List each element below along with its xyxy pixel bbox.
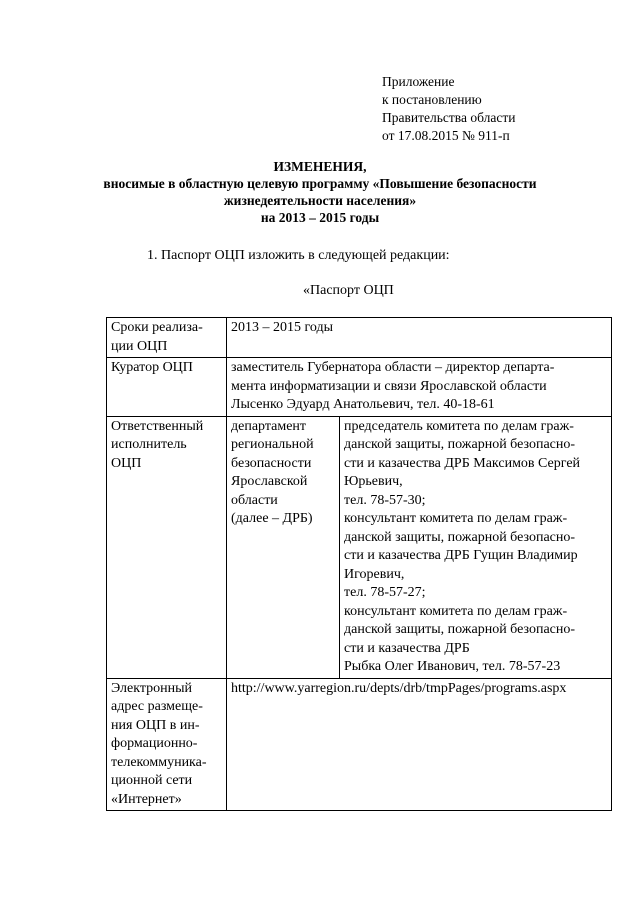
cell-line: ния ОЦП в ин- <box>111 717 200 733</box>
row-label-cell <box>107 358 227 417</box>
cell-line: телекоммуника- <box>111 754 207 770</box>
cell-line: сти и казачества ДРБ <box>344 640 470 656</box>
cell-line: тел. 78-57-30; <box>344 492 426 508</box>
passport-table <box>106 317 612 811</box>
document-heading <box>100 158 540 226</box>
cell-line: председатель комитета по делам граж- <box>344 418 574 434</box>
cell-line: Электронный <box>111 680 193 696</box>
passport-title: «Паспорт ОЦП <box>303 283 394 298</box>
cell-line: тел. 78-57-27; <box>344 585 426 600</box>
row-label-cell <box>107 416 227 678</box>
cell-line: департамент <box>231 418 307 434</box>
cell-line: мента информатизации и связи Ярославской области <box>231 378 547 394</box>
cell-line: (далее – ДРБ) <box>231 511 313 526</box>
appendix-date-line: от 17.08.2015 № 911-п <box>382 128 510 143</box>
website-url[interactable]: http://www.yarregion.ru/depts/drb/tmpPages/programs.aspx <box>231 680 567 696</box>
cell-line: Ответственный <box>111 418 204 434</box>
cell-line: Сроки реализа- <box>111 320 203 335</box>
cell-line: ционной сети <box>111 773 193 788</box>
appendix-line: Приложение <box>382 74 455 89</box>
cell-line: «Интернет» <box>111 791 182 807</box>
heading-title: ИЗМЕНЕНИЯ, <box>273 159 367 174</box>
department-cell <box>227 416 340 678</box>
cell-line: ОЦП <box>111 455 142 471</box>
cell-line: области <box>231 492 278 508</box>
cell-line: Лысенко Эдуард Анатольевич, тел. 40-18-61 <box>231 397 495 412</box>
row-label-cell <box>107 678 227 811</box>
cell-line: ции ОЦП <box>111 338 168 354</box>
row-value-cell <box>227 678 612 811</box>
appendix-block <box>382 73 515 145</box>
table-row <box>107 678 612 811</box>
cell-line: данской защиты, пожарной безопасно- <box>344 437 576 452</box>
table-row <box>107 318 612 358</box>
heading-line: жизнедеятельности населения» <box>223 193 417 208</box>
cell-line: Рыбка Олег Иванович, тел. 78-57-23 <box>344 659 561 674</box>
cell-line: региональной <box>231 437 314 452</box>
cell-line: 2013 – 2015 годы <box>231 320 334 335</box>
cell-line: безопасности <box>231 455 312 471</box>
cell-line: Юрьевич, <box>344 474 403 489</box>
row-value-cell <box>227 358 612 417</box>
contacts-cell <box>340 416 612 678</box>
cell-line: адрес размеще- <box>111 699 203 714</box>
cell-line: консультант комитета по делам граж- <box>344 511 568 526</box>
cell-line: Ярославской <box>231 474 308 489</box>
table-row <box>107 358 612 417</box>
table-row <box>107 416 612 678</box>
appendix-line: Правительства области <box>382 110 516 125</box>
paragraph-1: 1. Паспорт ОЦП изложить в следующей редакции: <box>147 248 450 263</box>
heading-period: на 2013 – 2015 годы <box>260 210 380 225</box>
cell-line: заместитель Губернатора области – директор департа- <box>231 360 555 375</box>
heading-line: вносимые в областную целевую программу «Повышение безопасности <box>103 176 537 191</box>
cell-line: исполнитель <box>111 437 187 452</box>
row-label-cell <box>107 318 227 358</box>
cell-line: Игоревич, <box>344 566 405 582</box>
cell-line: консультант комитета по делам граж- <box>344 603 568 619</box>
cell-line: данской защиты, пожарной безопасно- <box>344 622 576 637</box>
cell-line: формационно- <box>111 736 198 751</box>
cell-line: данской защиты, пожарной безопасно- <box>344 529 576 545</box>
row-value-cell <box>227 318 612 358</box>
cell-line: сти и казачества ДРБ Гущин Владимир <box>344 548 578 563</box>
cell-line: Куратор ОЦП <box>111 360 193 375</box>
cell-line: сти и казачества ДРБ Максимов Сергей <box>344 455 581 471</box>
appendix-line: к постановлению <box>382 92 482 107</box>
